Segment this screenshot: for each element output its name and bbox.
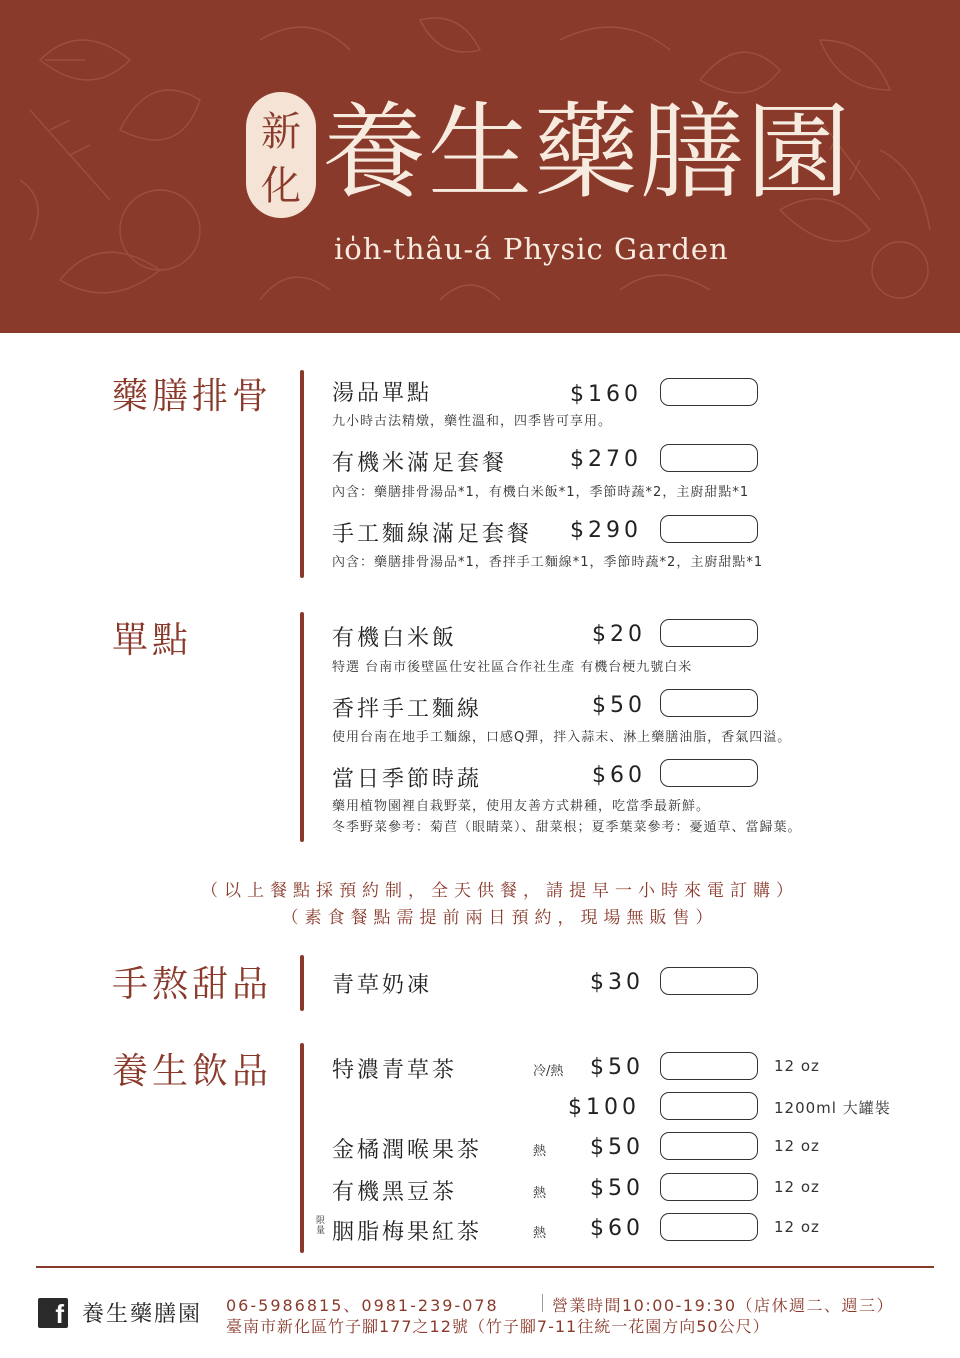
address: 臺南市新化區竹子腳177之12號（竹子腳7-11往統一花園方向50公尺） <box>226 1317 770 1336</box>
item-size: 12 oz <box>774 1137 820 1155</box>
item-size: 12 oz <box>774 1057 820 1075</box>
section-title-dessert: 手熬甜品 <box>112 964 273 1005</box>
section-title-dandian: 單點 <box>112 620 193 661</box>
item-name: 香拌手工麵線 <box>332 697 483 722</box>
reservation-note: （以上餐點採預約制，全天供餐，請提早一小時來電訂購） <box>201 881 799 901</box>
section-divider <box>300 370 304 578</box>
item-price: $270 <box>570 447 642 472</box>
item-price: $160 <box>570 382 642 407</box>
order-qty-box[interactable] <box>660 967 758 995</box>
item-price: $50 <box>590 1135 644 1160</box>
item-desc: 使用台南在地手工麵線，口感Q彈，拌入蒜末、淋上藥膳油脂，香氣四溢。 <box>332 730 792 745</box>
facebook-page-name[interactable]: 養生藥膳園 <box>82 1302 203 1327</box>
item-temperature: 熱 <box>533 1186 547 1201</box>
section-divider <box>300 612 304 842</box>
brand-title: 養生藥膳園 <box>322 91 853 213</box>
item-desc: 內含：藥膳排骨湯品*1，有機白米飯*1，季節時蔬*2，主廚甜點*1 <box>332 485 750 500</box>
item-name: 有機米滿足套餐 <box>332 451 508 476</box>
order-qty-box[interactable] <box>660 1092 758 1120</box>
item-name: 手工麵線滿足套餐 <box>332 522 533 547</box>
item-price: $60 <box>592 763 646 788</box>
item-desc: 冬季野菜參考：菊苣（眼睛菜）、甜菜根；夏季葉菜參考：憂遁草、當歸葉。 <box>332 820 802 835</box>
item-price: $30 <box>590 970 644 995</box>
order-qty-box[interactable] <box>660 1173 758 1201</box>
item-size: 1200ml 大罐裝 <box>774 1099 891 1117</box>
item-name: 特濃青草茶 <box>332 1058 458 1083</box>
item-name: 有機白米飯 <box>332 626 458 651</box>
badge-char-1: 新 <box>261 109 301 155</box>
order-qty-box[interactable] <box>660 378 758 406</box>
order-qty-box[interactable] <box>660 619 758 647</box>
item-price: $50 <box>590 1176 644 1201</box>
facebook-icon[interactable]: f <box>38 1298 68 1328</box>
item-temperature: 冷/熱 <box>533 1064 564 1079</box>
section-divider <box>300 1043 304 1253</box>
footer-separator <box>542 1294 543 1312</box>
section-title-paigu: 藥膳排骨 <box>112 376 273 417</box>
badge-char-2: 化 <box>261 163 301 209</box>
order-qty-box[interactable] <box>660 689 758 717</box>
order-qty-box[interactable] <box>660 1213 758 1241</box>
item-desc: 特選 台南市後壁區仕安社區合作社生產 有機台梗九號白米 <box>332 660 693 675</box>
item-desc: 內含：藥膳排骨湯品*1，香拌手工麵線*1，季節時蔬*2，主廚甜點*1 <box>332 555 764 570</box>
order-qty-box[interactable] <box>660 1052 758 1080</box>
item-price: $50 <box>592 693 646 718</box>
order-qty-box[interactable] <box>660 759 758 787</box>
phone-numbers: 06-5986815、0981-239-078 <box>226 1296 499 1315</box>
item-price: $290 <box>570 518 642 543</box>
item-size: 12 oz <box>774 1178 820 1196</box>
brand-subtitle: io̍h-thâu-á Physic Garden <box>334 232 729 266</box>
order-qty-box[interactable] <box>660 515 758 543</box>
item-name: 有機黑豆茶 <box>332 1180 458 1205</box>
order-qty-box[interactable] <box>660 444 758 472</box>
item-desc: 藥用植物園裡自栽野菜，使用友善方式耕種，吃當季最新鮮。 <box>332 799 711 814</box>
limited-tag: 限量 <box>316 1216 326 1236</box>
footer-divider <box>36 1266 934 1268</box>
item-desc: 九小時古法精燉，藥性溫和，四季皆可享用。 <box>332 414 613 429</box>
item-name: 金橘潤喉果茶 <box>332 1138 483 1163</box>
order-qty-box[interactable] <box>660 1132 758 1160</box>
section-title-drinks: 養生飲品 <box>112 1051 273 1092</box>
section-divider <box>300 955 304 1011</box>
item-price: $60 <box>590 1216 644 1241</box>
item-name: 青草奶凍 <box>332 973 433 998</box>
item-price: $50 <box>590 1055 644 1080</box>
district-badge <box>246 92 316 218</box>
item-temperature: 熱 <box>533 1226 547 1241</box>
vegetarian-note: （素食餐點需提前兩日預約，現場無販售） <box>281 908 719 928</box>
header-banner <box>0 0 960 333</box>
business-hours: 營業時間10:00-19:30（店休週二、週三） <box>552 1296 894 1315</box>
item-name: 胭脂梅果紅茶 <box>332 1220 483 1245</box>
item-price: $20 <box>592 622 646 647</box>
item-name: 湯品單點 <box>332 381 433 406</box>
item-price: $100 <box>568 1095 640 1120</box>
item-temperature: 熱 <box>533 1144 547 1159</box>
item-size: 12 oz <box>774 1218 820 1236</box>
item-name: 當日季節時蔬 <box>332 767 483 792</box>
